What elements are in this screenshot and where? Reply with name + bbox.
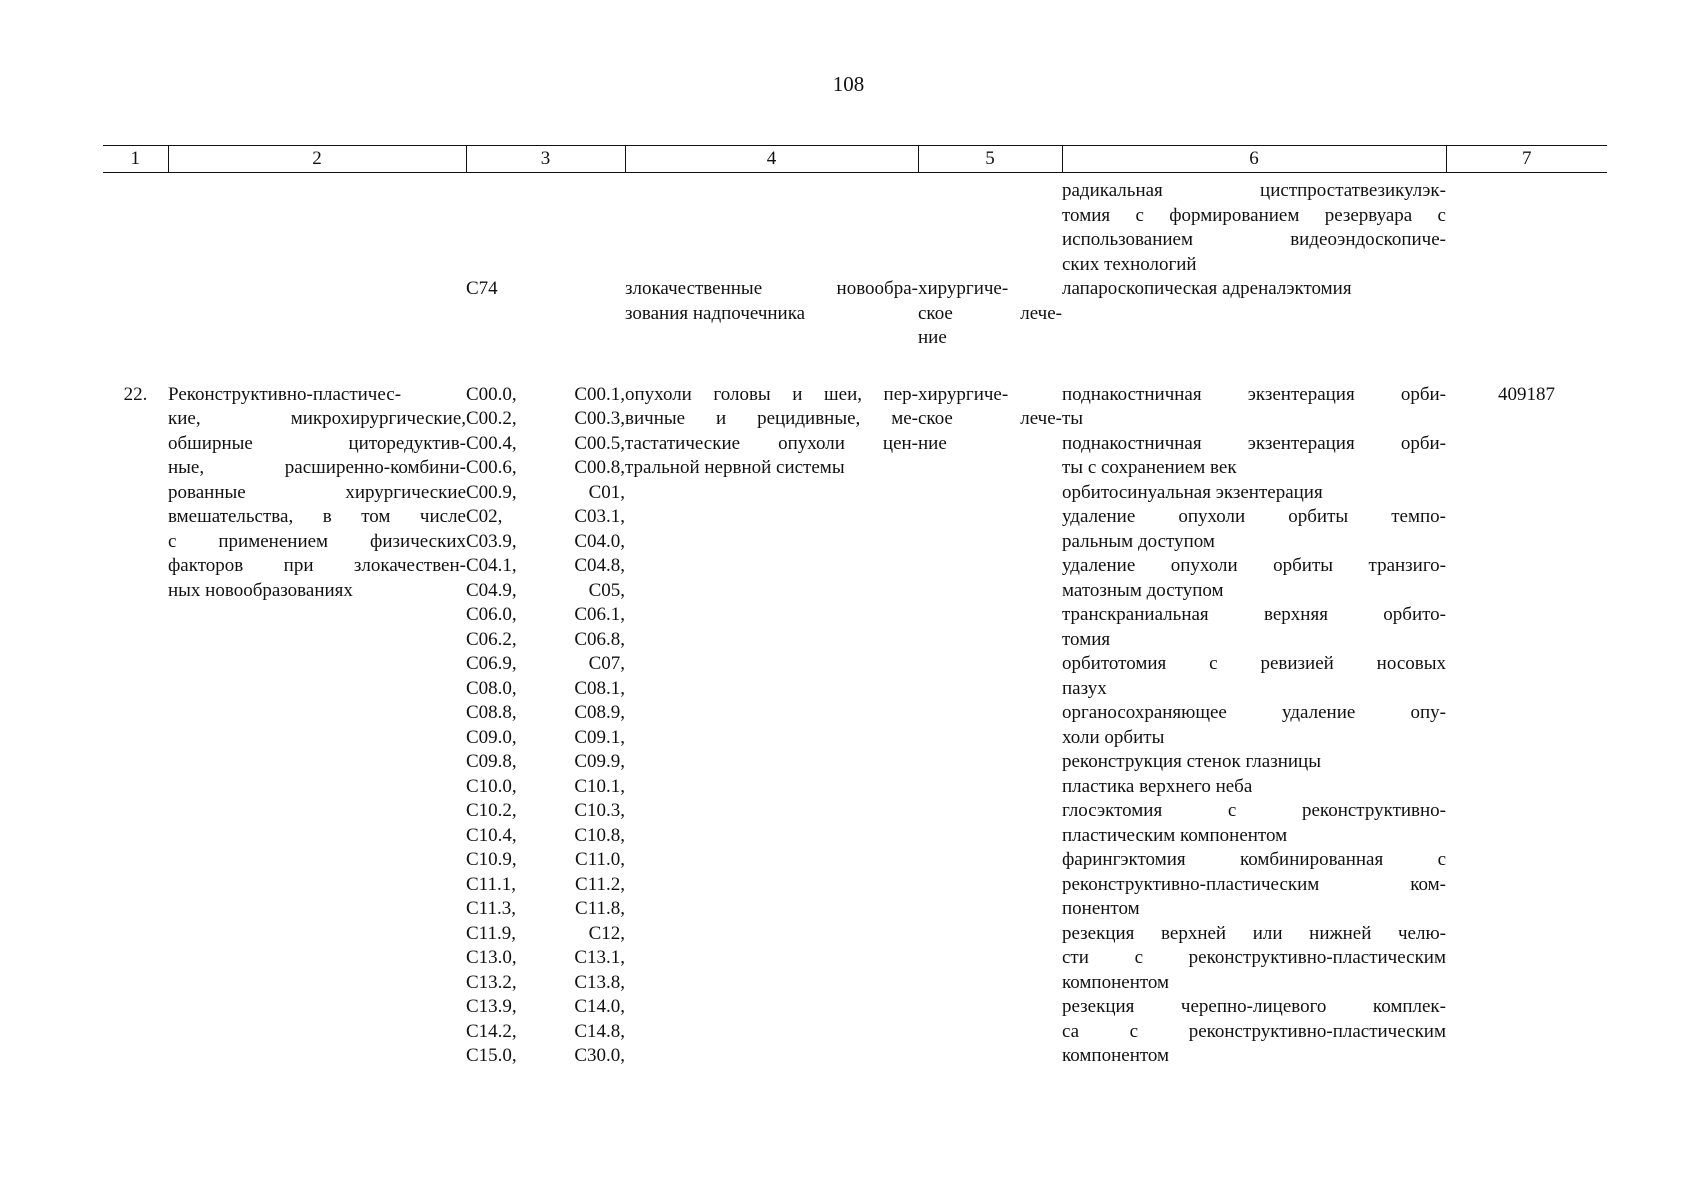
diagnosis-code: C06.1, [574,604,625,625]
diagnosis-code: C14.2, [466,1020,517,1042]
diagnosis-code: C00.8, [574,457,625,478]
intervention-line: обширные циторедуктив- [168,432,466,454]
medical-care-table [103,145,1607,1069]
method-line: сти с реконструктивно-пластическим [1062,947,1446,968]
diagnosis-code: C11.2, [575,873,625,895]
method-line: пластика верхнего неба [1062,775,1253,797]
method-line: удаление опухоли орбиты транзиго- [1062,555,1446,576]
method-line: ральным доступом [1062,530,1215,552]
row-number: 22. [123,383,148,405]
treatment-method [1062,505,1446,554]
column-header-5: 5 [918,146,1062,173]
intervention-line: ных новообразованиях [168,579,353,601]
treatment-line: хирургиче- [918,278,1009,299]
diagnosis-code: C15.0, [466,1045,517,1066]
treatment-method [1062,922,1446,996]
method-line: орбитотомия с ревизией носовых [1062,653,1446,674]
column-header-3: 3 [466,146,625,173]
treatment-method [1062,432,1446,481]
diagnosis-code: C04.8, [574,555,625,576]
treatment-method [1062,383,1446,432]
diagnosis-code: C14.0, [574,996,625,1017]
intervention-line: с применением физических [168,530,466,552]
diagnosis-code: C12, [588,922,625,944]
diagnosis-code: C00.6, [466,457,517,478]
diagnosis-code: C13.0, [466,947,517,968]
method-cell [1062,277,1446,351]
treatment-line: ние [918,327,947,348]
diagnosis-line: тастатические опухоли цен- [625,432,918,454]
method-line: органосохраняющее удаление опу- [1062,702,1446,723]
method-cell [1062,383,1446,1069]
diagnosis-cell [625,383,918,1069]
diagnosis-code: C06.8, [574,628,625,650]
method-line: ты [1062,408,1084,429]
table-row-continuation [103,173,1607,278]
method-line: томия [1062,628,1111,650]
treatment-method [1062,652,1446,701]
diagnosis-code: C10.4, [466,824,517,846]
diagnosis-code: C06.9, [466,653,517,674]
method-line: фарингэктомия комбинированная с [1062,849,1446,870]
treatment-line: ское лече- [918,302,1062,324]
diagnosis-line: тральной нервной системы [625,457,845,478]
method-line: пластическим компонентом [1062,824,1288,846]
method-line: компонентом [1062,1045,1170,1066]
diagnosis-code: C11.9, [466,922,516,944]
diagnosis-code: C11.0, [575,849,625,870]
diagnosis-code: C03.1, [574,506,625,527]
diagnosis-code: C00.2, [466,408,517,429]
treatment-method [1062,799,1446,848]
treatment-method [1062,848,1446,922]
method-line: реконструкция стенок глазницы [1062,751,1321,772]
diagnosis-code: C04.0, [574,530,625,552]
method-line: холи орбиты [1062,726,1165,748]
diagnosis-code: C09.0, [466,726,517,748]
diagnosis-code: C03.9, [466,530,517,552]
method-line: реконструктивно-пластическим ком- [1062,873,1446,895]
diagnosis-code: C11.3, [466,898,516,919]
diagnosis-code: C06.2, [466,628,517,650]
diagnosis-code: C00.0, [466,383,517,405]
method-line: са с реконструктивно-пластическим [1062,1020,1446,1042]
cost-cell [1446,383,1607,1069]
intervention-line: рованные хирургические [168,481,466,503]
treatment-method [1062,554,1446,603]
diagnosis-code: C74 [466,278,498,299]
diagnosis-code: C13.9, [466,996,517,1017]
method-line: томия с формированием резервуара с [1062,204,1446,226]
method-line: глосэктомия с реконструктивно- [1062,800,1446,821]
diagnosis-code: C08.8, [466,702,517,723]
diagnosis-code: C09.1, [574,726,625,748]
treatment-method [1062,481,1446,506]
treatment-method [1062,775,1446,800]
method-line: использованием видеоэндоскопиче- [1062,229,1446,250]
diagnosis-line: вичные и рецидивные, ме- [625,408,918,429]
diagnosis-code: C13.8, [574,971,625,993]
diagnosis-code: C00.1, [574,383,625,405]
intervention-line: факторов при злокачествен- [168,555,466,576]
intervention-line: вмешательства, в том числе [168,506,466,527]
column-header-6: 6 [1062,146,1446,173]
method-line: поднакостничная экзентерация орби- [1062,383,1446,405]
treatment-cell [918,383,1062,1069]
diagnosis-code: C08.9, [574,702,625,723]
treatment-method [1062,750,1446,775]
diagnosis-code: C10.8, [574,824,625,846]
method-line: радикальная цистпростатвезикулэк- [1062,180,1446,201]
diagnosis-code: C10.3, [574,800,625,821]
treatment-method [1062,603,1446,652]
method-line: матозным доступом [1062,579,1224,601]
method-line: ских технологий [1062,253,1197,275]
method-cell [1062,173,1446,278]
treatment-cell [918,277,1062,351]
diagnosis-code: C00.4, [466,432,517,454]
method-line: лапароскопическая адреналэктомия [1062,278,1352,299]
diagnosis-line: зования надпочечника [625,302,806,324]
cost-value: 409187 [1498,383,1555,405]
diagnosis-code: C10.2, [466,800,517,821]
diagnosis-code: C09.8, [466,751,517,772]
method-line: резекция верхней или нижней челю- [1062,922,1446,944]
diagnosis-code: C00.9, [466,481,517,503]
intervention-line: ные, расширенно-комбини- [168,457,466,478]
intervention-group-cell [168,383,466,1069]
diagnosis-code: C14.8, [574,1020,625,1042]
method-line: орбитосинуальная экзентерация [1062,481,1323,503]
treatment-line: ние [918,432,947,454]
diagnosis-code: C08.1, [574,677,625,699]
diagnosis-code: C13.1, [574,947,625,968]
column-header-7: 7 [1446,146,1607,173]
code-cell [466,383,625,1069]
method-line: компонентом [1062,971,1170,993]
diagnosis-code: C30.0, [574,1045,625,1066]
diagnosis-code: C11.8, [575,898,625,919]
diagnosis-code: C01, [588,481,625,503]
diagnosis-cell [625,277,918,351]
diagnosis-code: C02, [466,506,503,527]
diagnosis-line: опухоли головы и шеи, пер- [625,383,918,405]
diagnosis-code: C11.1, [466,873,516,895]
diagnosis-code: C04.9, [466,579,517,601]
diagnosis-code: C04.1, [466,555,517,576]
diagnosis-code: C05, [588,579,625,601]
diagnosis-code: C00.5, [574,432,625,454]
method-line: резекция черепно-лицевого комплек- [1062,996,1446,1017]
diagnosis-code-list [466,383,625,1069]
diagnosis-code: C07, [588,653,625,674]
intervention-line: кие, микрохирургические, [168,408,466,429]
diagnosis-code: C06.0, [466,604,517,625]
treatment-line: ское лече- [918,408,1062,429]
column-header-2: 2 [168,146,466,173]
table-row-22 [103,383,1607,1069]
diagnosis-code: C09.9, [574,751,625,772]
method-line: понентом [1062,898,1140,919]
intervention-line: Реконструктивно-пластичес- [168,383,402,405]
diagnosis-code: C10.9, [466,849,517,870]
diagnosis-code: C10.1, [574,775,625,797]
method-line: пазух [1062,677,1107,699]
method-line: удаление опухоли орбиты темпо- [1062,506,1446,527]
treatment-method [1062,995,1446,1069]
table-row-c74 [103,277,1607,351]
method-line: ты с сохранением век [1062,457,1237,478]
column-header-1: 1 [103,146,168,173]
diagnosis-code: C10.0, [466,775,517,797]
treatment-line: хирургиче- [918,383,1009,405]
diagnosis-code: C08.0, [466,677,517,699]
column-number-row [103,146,1607,173]
code-cell [466,277,625,351]
column-header-4: 4 [625,146,918,173]
diagnosis-code: C00.3, [574,408,625,429]
page-number: 108 [832,72,865,96]
method-line: поднакостничная экзентерация орби- [1062,432,1446,454]
treatment-method [1062,701,1446,750]
diagnosis-line: злокачественные новообра- [625,278,918,299]
diagnosis-code: C13.2, [466,971,517,993]
method-line: транскраниальная верхняя орбито- [1062,604,1446,625]
